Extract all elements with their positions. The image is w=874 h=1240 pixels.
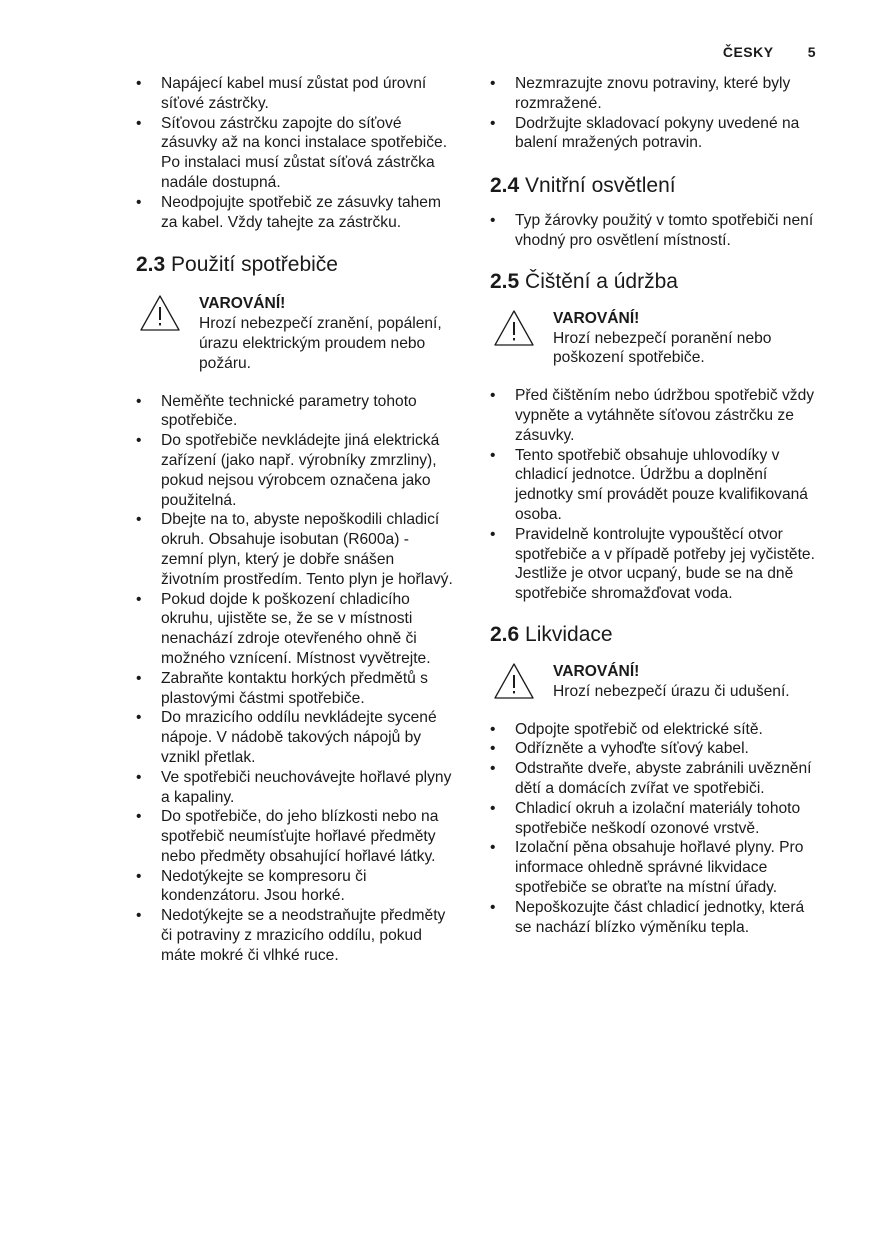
- section-2-4-list: [490, 211, 820, 251]
- section-title: Likvidace: [525, 622, 613, 646]
- warning-triangle-icon: [139, 294, 181, 332]
- list-item: • Ve spotřebiči neuchovávejte hořlavé plyny a kapaliny.: [136, 768, 454, 808]
- list-item: • Dodržujte skladovací pokyny uvedené na balení mražených potravin.: [490, 114, 820, 154]
- section-number: 2.4: [490, 174, 520, 198]
- list-item: • Neodpojujte spotřebič ze zásuvky tahem za kabel. Vždy tahejte za zástrčku.: [136, 193, 454, 233]
- section-title: Vnitřní osvětlení: [525, 174, 676, 198]
- left-top-list: [136, 74, 454, 232]
- section-2-3-list: [136, 392, 454, 966]
- list-item: • Do spotřebiče nevkládejte jiná elektrická zařízení (jako např. výrobníky zmrzliny), pokud nejsou výrobcem označena jako použitelná.: [136, 431, 454, 510]
- list-item: • Nedotýkejte se kompresoru či kondenzátoru. Jsou horké.: [136, 867, 454, 907]
- warning-title: VAROVÁNÍ!: [553, 662, 640, 680]
- list-item: • Napájecí kabel musí zůstat pod úrovní síťové zástrčky.: [136, 74, 454, 114]
- section-2-5-list: [490, 386, 820, 604]
- right-column: [490, 74, 820, 937]
- list-item: • Pravidelně kontrolujte vypouštěcí otvor spotřebiče a v případě potřeby jej vyčistěte. Jestliže je otvor ucpaný, bude se na dně spotřebiče shromažďovat voda.: [490, 525, 820, 604]
- section-title: Čištění a údržba: [525, 269, 678, 293]
- list-item: • Odřízněte a vyhoďte síťový kabel.: [490, 739, 820, 759]
- list-item: • Odpojte spotřebič od elektrické sítě.: [490, 720, 820, 740]
- list-item: • Nedotýkejte se a neodstraňujte předměty či potraviny z mrazicího oddílu, pokud máte mokré či vlhké ruce.: [136, 906, 454, 965]
- section-number: 2.3: [136, 253, 166, 277]
- list-item: • Nepoškozujte část chladicí jednotky, která se nachází blízko výměníku tepla.: [490, 898, 820, 938]
- section-2-4-heading: [490, 173, 820, 199]
- list-item: • Síťovou zástrčku zapojte do síťové zásuvky až na konci instalace spotřebiče. Po instalaci musí zůstat síťová zástrčka nadále dostupná.: [136, 114, 454, 193]
- list-item: • Typ žárovky použitý v tomto spotřebiči není vhodný pro osvětlení místností.: [490, 211, 820, 251]
- warning-box: [490, 662, 820, 702]
- list-item: • Neměňte technické parametry tohoto spotřebiče.: [136, 392, 454, 432]
- header-language: ČESKY: [722, 44, 774, 60]
- list-item: • Zabraňte kontaktu horkých předmětů s plastovými částmi spotřebiče.: [136, 669, 454, 709]
- section-2-3-heading: [136, 252, 454, 278]
- warning-box: [490, 309, 820, 368]
- list-item: • Do spotřebiče, do jeho blízkosti nebo na spotřebič neumísťujte hořlavé předměty nebo předměty obsahující hořlavé látky.: [136, 807, 454, 866]
- left-column: [136, 74, 454, 966]
- warning-title: VAROVÁNÍ!: [199, 295, 286, 313]
- warning-triangle-icon: [493, 309, 535, 347]
- warning-text: Hrozí nebezpečí poranění nebo poškození spotřebiče.: [553, 329, 772, 367]
- list-item: • Odstraňte dveře, abyste zabránili uvěznění dětí a domácích zvířat ve spotřebiči.: [490, 759, 820, 799]
- right-top-list: [490, 74, 820, 153]
- warning-text: Hrozí nebezpečí zranění, popálení, úrazu elektrickým proudem nebo požáru.: [199, 315, 442, 372]
- list-item: • Do mrazicího oddílu nevkládejte sycené nápoje. V nádobě takových nápojů by vznikl přetlak.: [136, 708, 454, 767]
- section-number: 2.6: [490, 622, 520, 646]
- list-item: • Tento spotřebič obsahuje uhlovodíky v chladicí jednotce. Údržbu a doplnění jednotky smí provádět pouze kvalifikovaná osoba.: [490, 446, 820, 525]
- list-item: • Chladicí okruh a izolační materiály tohoto spotřebiče neškodí ozonové vrstvě.: [490, 799, 820, 839]
- warning-text: Hrozí nebezpečí úrazu či udušení.: [553, 682, 790, 700]
- list-item: • Izolační pěna obsahuje hořlavé plyny. Pro informace ohledně správné likvidace spotřebiče se obraťte na místní úřady.: [490, 838, 820, 897]
- section-number: 2.5: [490, 269, 520, 293]
- warning-box: [136, 294, 454, 373]
- page-number: 5: [807, 44, 816, 60]
- section-title: Použití spotřebiče: [171, 253, 338, 277]
- list-item: • Před čištěním nebo údržbou spotřebič vždy vypněte a vytáhněte síťovou zástrčku ze zásuvky.: [490, 386, 820, 445]
- warning-triangle-icon: [493, 662, 535, 700]
- section-2-5-heading: [490, 269, 820, 295]
- list-item: • Dbejte na to, abyste nepoškodili chladicí okruh. Obsahuje isobutan (R600a) - zemní plyn, který je dobře snášen životním prostředím. Tento plyn je hořlavý.: [136, 510, 454, 589]
- page-header: [723, 44, 816, 60]
- section-2-6-heading: [490, 622, 820, 648]
- warning-title: VAROVÁNÍ!: [553, 309, 640, 327]
- list-item: • Nezmrazujte znovu potraviny, které byly rozmražené.: [490, 74, 820, 114]
- section-2-6-list: [490, 720, 820, 938]
- list-item: • Pokud dojde k poškození chladicího okruhu, ujistěte se, že se v místnosti nenachází zdroje otevřeného ohně či možného vznícení. Místnost vyvětrejte.: [136, 590, 454, 669]
